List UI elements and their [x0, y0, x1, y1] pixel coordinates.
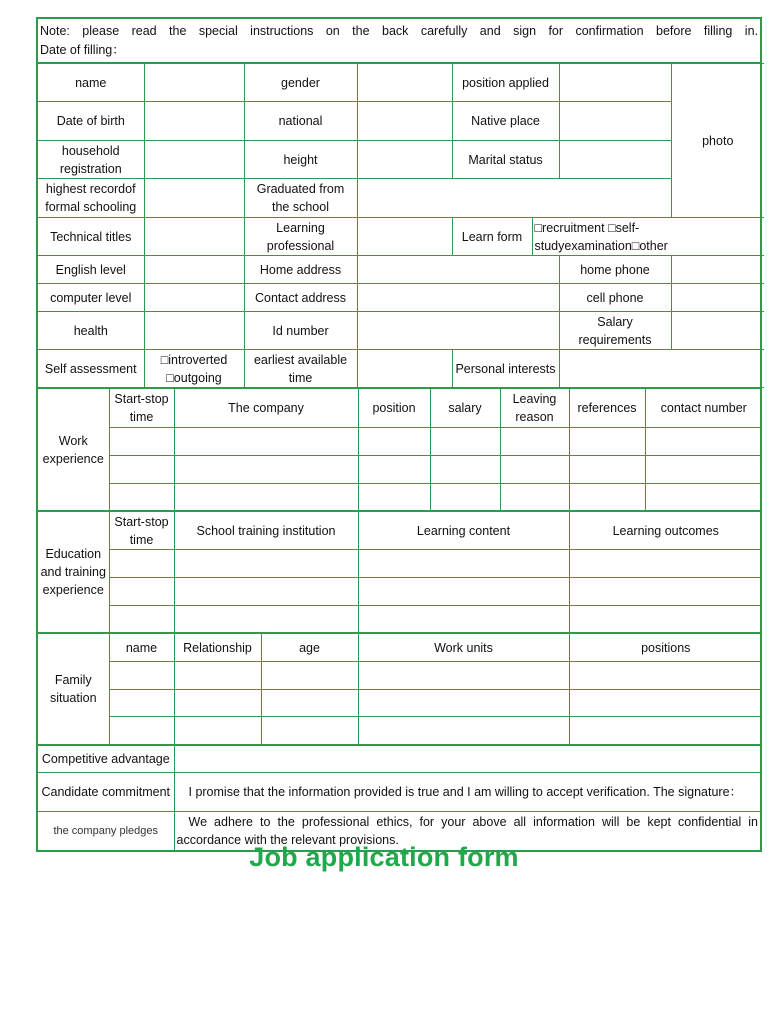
date-of-birth-field[interactable]	[144, 102, 244, 141]
education-table	[38, 511, 762, 633]
height-field[interactable]	[357, 141, 452, 179]
table-cell[interactable]	[358, 456, 430, 484]
work-header-salary: salary	[430, 389, 500, 428]
learn-form-label: Learn form	[452, 218, 532, 256]
family-header-name: name	[109, 634, 174, 662]
learning-professional-field[interactable]	[357, 218, 452, 256]
photo-box[interactable]: photo	[671, 64, 764, 218]
education-header-start-stop: Start-stop time	[109, 512, 174, 550]
cell-phone-label: cell phone	[559, 284, 671, 312]
education-header-institution: School training institution	[174, 512, 358, 550]
table-cell[interactable]	[569, 606, 762, 633]
table-cell[interactable]	[174, 717, 261, 745]
table-cell[interactable]	[174, 662, 261, 690]
table-row	[38, 428, 762, 456]
english-level-label: English level	[38, 256, 144, 284]
table-cell[interactable]	[109, 662, 174, 690]
highest-record-field[interactable]	[144, 179, 244, 218]
work-header-company: The company	[174, 389, 358, 428]
health-label: health	[38, 312, 144, 350]
table-cell[interactable]	[645, 428, 762, 456]
table-cell[interactable]	[500, 484, 569, 511]
table-cell[interactable]	[109, 550, 174, 578]
marital-status-field[interactable]	[559, 141, 671, 179]
household-registration-label: household registration	[38, 141, 144, 179]
table-cell[interactable]	[174, 578, 358, 606]
table-cell[interactable]	[261, 662, 358, 690]
education-header-outcomes: Learning outcomes	[569, 512, 762, 550]
table-cell[interactable]	[261, 717, 358, 745]
table-cell[interactable]	[569, 456, 645, 484]
native-place-label: Native place	[452, 102, 559, 141]
introverted-option[interactable]: □introverted	[160, 352, 228, 367]
computer-level-field[interactable]	[144, 284, 244, 312]
table-cell[interactable]	[645, 456, 762, 484]
work-header-leaving-reason: Leaving reason	[500, 389, 569, 428]
earliest-available-label: earliest available time	[244, 350, 357, 388]
table-cell[interactable]	[174, 550, 358, 578]
note-block	[38, 19, 760, 63]
salary-requirements-label: Salary requirements	[559, 312, 671, 350]
name-label: name	[38, 64, 144, 102]
family-header-relationship: Relationship	[174, 634, 261, 662]
work-experience-table	[38, 388, 762, 511]
table-cell[interactable]	[109, 484, 174, 511]
table-cell[interactable]	[358, 550, 569, 578]
table-row	[38, 456, 762, 484]
home-address-field[interactable]	[357, 256, 559, 284]
table-cell[interactable]	[358, 484, 430, 511]
technical-titles-label: Technical titles	[38, 218, 144, 256]
position-applied-field[interactable]	[559, 64, 671, 102]
learn-form-options[interactable]: □recruitment □self-studyexamination□other	[532, 218, 764, 256]
native-place-field[interactable]	[559, 102, 671, 141]
table-cell[interactable]	[569, 428, 645, 456]
personal-interests-field[interactable]	[559, 350, 764, 388]
application-form	[36, 17, 762, 852]
id-number-field[interactable]	[357, 312, 559, 350]
date-of-birth-label: Date of birth	[38, 102, 144, 141]
learning-professional-label: Learning professional	[244, 218, 357, 256]
table-cell[interactable]	[569, 484, 645, 511]
table-cell[interactable]	[174, 690, 261, 717]
pledge-text: We adhere to the professional ethics, for your above all information will be kept confidential in accordance with the relevant provisions.	[174, 812, 760, 850]
table-cell[interactable]	[358, 662, 569, 690]
table-cell[interactable]	[430, 484, 500, 511]
table-cell[interactable]	[109, 428, 174, 456]
graduated-from-label: Graduated from the school	[244, 179, 357, 218]
table-cell[interactable]	[358, 717, 569, 745]
table-row	[38, 578, 762, 606]
work-header-start-stop: Start-stop time	[109, 389, 174, 428]
table-cell[interactable]	[569, 717, 762, 745]
table-cell[interactable]	[358, 606, 569, 633]
family-header-work-units: Work units	[358, 634, 569, 662]
computer-level-label: computer level	[38, 284, 144, 312]
competitive-advantage-field[interactable]	[174, 746, 760, 773]
table-row	[38, 606, 762, 633]
table-cell[interactable]	[358, 428, 430, 456]
family-table	[38, 633, 762, 745]
table-cell[interactable]	[358, 578, 569, 606]
work-header-contact-number: contact number	[645, 389, 762, 428]
table-row	[38, 484, 762, 511]
contact-address-field[interactable]	[357, 284, 559, 312]
english-level-field[interactable]	[144, 256, 244, 284]
competitive-advantage-label: Competitive advantage	[38, 746, 174, 773]
contact-address-label: Contact address	[244, 284, 357, 312]
personal-info-table	[38, 63, 764, 388]
health-field[interactable]	[144, 312, 244, 350]
table-row	[38, 717, 762, 745]
highest-record-label: highest recordof formal schooling	[38, 179, 144, 218]
outgoing-option[interactable]: □outgoing	[166, 370, 222, 385]
self-assessment-options[interactable]	[144, 350, 244, 388]
table-cell[interactable]	[645, 484, 762, 511]
table-cell[interactable]	[569, 662, 762, 690]
table-cell[interactable]	[174, 484, 358, 511]
work-experience-section-label: Work experience	[38, 389, 109, 511]
gender-field[interactable]	[357, 64, 452, 102]
self-assessment-label: Self assessment	[38, 350, 144, 388]
table-cell[interactable]	[174, 428, 358, 456]
name-field[interactable]	[144, 64, 244, 102]
family-header-positions: positions	[569, 634, 762, 662]
table-cell[interactable]	[569, 578, 762, 606]
table-cell[interactable]	[109, 456, 174, 484]
table-row	[38, 690, 762, 717]
home-phone-field[interactable]	[671, 256, 764, 284]
education-section-label: Education and training experience	[38, 512, 109, 633]
table-cell[interactable]	[109, 606, 174, 633]
home-phone-label: home phone	[559, 256, 671, 284]
education-header-content: Learning content	[358, 512, 569, 550]
note-text: Note: please read the special instructions on the back carefully and sign for confirmation before filling in.	[40, 24, 758, 38]
table-cell[interactable]	[109, 717, 174, 745]
table-cell[interactable]	[430, 428, 500, 456]
household-registration-field[interactable]	[144, 141, 244, 179]
position-applied-label: position applied	[452, 64, 559, 102]
commitment-text: I promise that the information provided is true and I am willing to accept verification. The signature：	[174, 773, 760, 812]
table-cell[interactable]	[174, 456, 358, 484]
table-cell[interactable]	[500, 428, 569, 456]
commitment-table	[38, 745, 760, 850]
candidate-commitment-label: Candidate commitment	[38, 773, 174, 812]
work-header-position: position	[358, 389, 430, 428]
id-number-label: Id number	[244, 312, 357, 350]
company-pledges-label: the company pledges	[38, 812, 174, 850]
table-row	[38, 662, 762, 690]
table-cell[interactable]	[500, 456, 569, 484]
personal-interests-label: Personal interests	[452, 350, 559, 388]
form-title: Job application form	[249, 842, 519, 872]
gender-label: gender	[244, 64, 357, 102]
work-header-references: references	[569, 389, 645, 428]
graduated-from-field[interactable]	[357, 179, 671, 218]
home-address-label: Home address	[244, 256, 357, 284]
table-cell[interactable]	[174, 606, 358, 633]
family-section-label: Family situation	[38, 634, 109, 745]
salary-requirements-field[interactable]	[671, 312, 764, 350]
table-cell[interactable]	[109, 578, 174, 606]
table-cell[interactable]	[430, 456, 500, 484]
table-cell[interactable]	[569, 550, 762, 578]
national-label: national	[244, 102, 357, 141]
table-row	[38, 550, 762, 578]
date-of-filling-label: Date of filling：	[40, 43, 125, 57]
table-cell[interactable]	[109, 690, 174, 717]
cell-phone-field[interactable]	[671, 284, 764, 312]
table-cell[interactable]	[261, 690, 358, 717]
technical-titles-field[interactable]	[144, 218, 244, 256]
table-cell[interactable]	[569, 690, 762, 717]
height-label: height	[244, 141, 357, 179]
table-cell[interactable]	[358, 690, 569, 717]
national-field[interactable]	[357, 102, 452, 141]
family-header-age: age	[261, 634, 358, 662]
marital-status-label: Marital status	[452, 141, 559, 179]
earliest-available-field[interactable]	[357, 350, 452, 388]
